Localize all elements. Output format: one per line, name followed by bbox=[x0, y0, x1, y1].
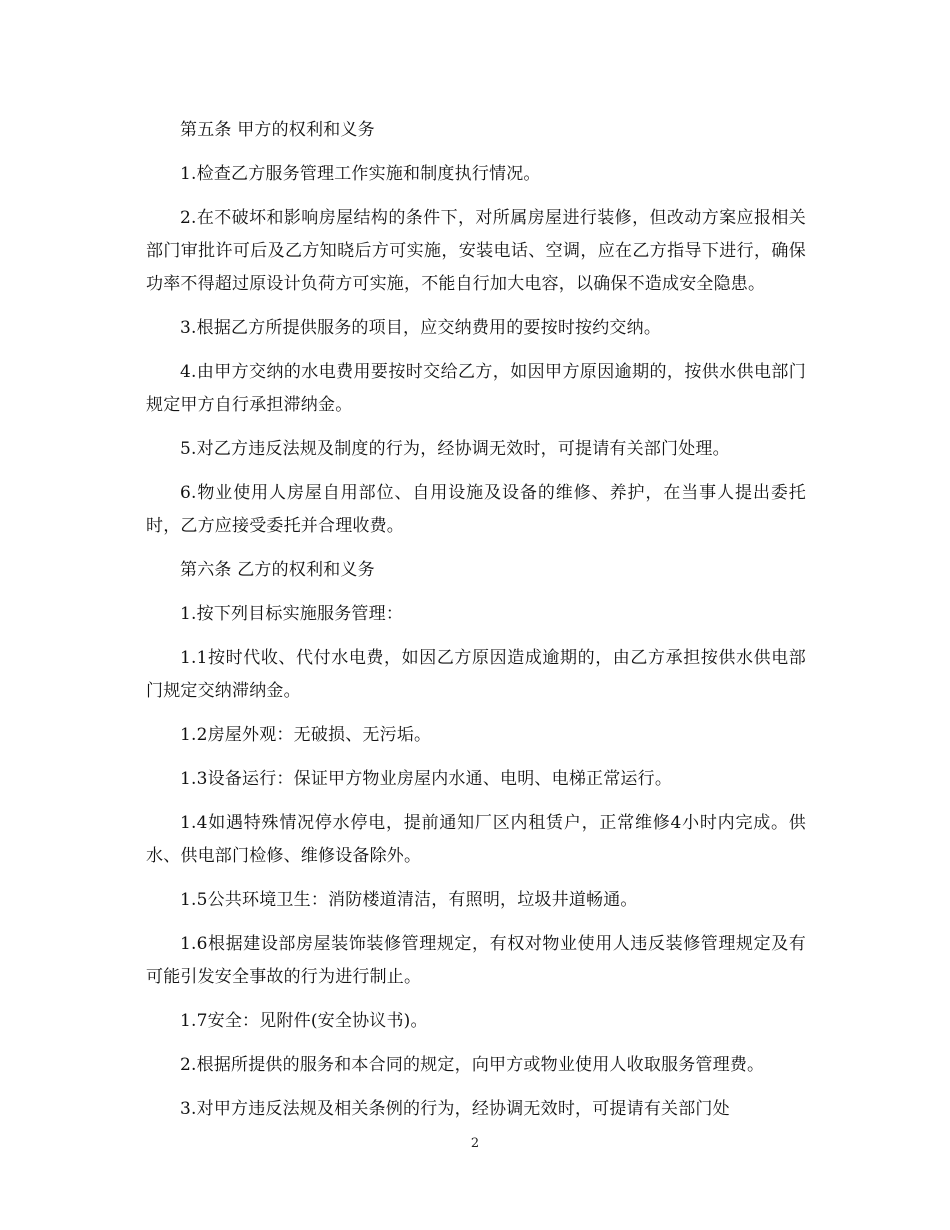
article-six-item-1-6: 1.6根据建设部房屋装饰装修管理规定，有权对物业使用人违反装修管理规定及有可能引发安全事故的行为进行制止。 bbox=[146, 934, 806, 987]
article-five-item-1: 1.检查乙方服务管理工作实施和制度执行情况。 bbox=[180, 164, 541, 184]
article-five-item-5: 5.对乙方违反法规及制度的行为，经协调无效时，可提请有关部门处理。 bbox=[180, 439, 730, 459]
document-body bbox=[146, 114, 806, 1137]
article-six-item-1-3: 1.3设备运行：保证甲方物业房屋内水通、电明、电梯正常运行。 bbox=[180, 769, 673, 789]
article-five-heading: 第五条 甲方的权利和义务 bbox=[180, 120, 375, 140]
article-five-item-6: 6.物业使用人房屋自用部位、自用设施及设备的维修、养护，在当事人提出委托时，乙方应接受委托并合理收费。 bbox=[146, 483, 806, 536]
page-number: 2 bbox=[470, 1136, 480, 1151]
article-five-item-4: 4.由甲方交纳的水电费用要按时交给乙方，如因甲方原因逾期的，按供水供电部门规定甲方自行承担滞纳金。 bbox=[146, 362, 806, 415]
article-six-item-1-4: 1.4如遇特殊情况停水停电，提前通知厂区内租赁户，正常维修4小时内完成。供水、供电部门检修、维修设备除外。 bbox=[146, 813, 806, 866]
article-five-item-3: 3.根据乙方所提供服务的项目，应交纳费用的要按时按约交纳。 bbox=[180, 318, 662, 338]
article-six-item-1: 1.按下列目标实施服务管理： bbox=[180, 604, 404, 624]
article-six-item-1-2: 1.2房屋外观：无破损、无污垢。 bbox=[180, 725, 432, 745]
article-six-item-1-1: 1.1按时代收、代付水电费，如因乙方原因造成逾期的，由乙方承担按供水供电部门规定交纳滞纳金。 bbox=[146, 648, 806, 701]
article-six-item-1-5: 1.5公共环境卫生：消防楼道清洁，有照明，垃圾井道畅通。 bbox=[180, 890, 638, 910]
article-six-item-1-7: 1.7安全：见附件(安全协议书)。 bbox=[180, 1011, 428, 1031]
article-six-heading: 第六条 乙方的权利和义务 bbox=[180, 560, 375, 580]
article-six-item-3: 3.对甲方违反法规及相关条例的行为，经协调无效时，可提请有关部门处 bbox=[180, 1099, 730, 1119]
article-six-item-2: 2.根据所提供的服务和本合同的规定，向甲方或物业使用人收取服务管理费。 bbox=[180, 1055, 765, 1075]
article-five-item-2: 2.在不破坏和影响房屋结构的条件下，对所属房屋进行装修，但改动方案应报相关部门审批许可后及乙方知晓后方可实施，安装电话、空调，应在乙方指导下进行，确保功率不得超过原设计负荷方可实施，不能自行加大电容，以确保不造成安全隐患。 bbox=[146, 208, 806, 294]
